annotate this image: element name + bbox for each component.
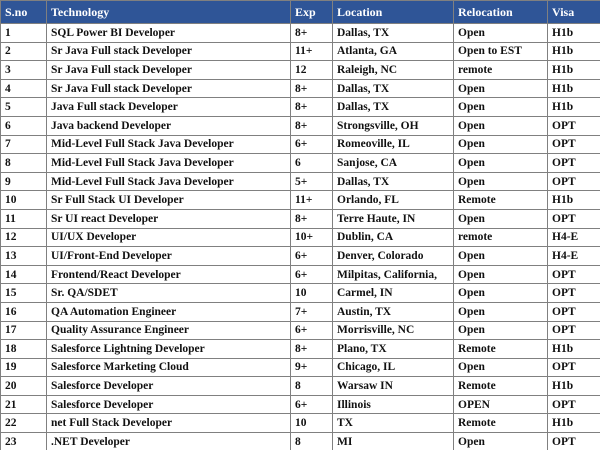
cell-sno: 15 xyxy=(1,284,47,303)
header-technology: Technology xyxy=(47,1,291,24)
cell-visa: OPT xyxy=(548,265,600,284)
cell-visa: OPT xyxy=(548,154,600,173)
table-row xyxy=(1,61,600,80)
cell-exp: 6+ xyxy=(291,135,333,154)
table-row xyxy=(1,154,600,173)
cell-exp: 8+ xyxy=(291,24,333,43)
cell-sno: 16 xyxy=(1,302,47,321)
cell-visa: OPT xyxy=(548,321,600,340)
table-body xyxy=(1,24,600,450)
cell-relocation: Open xyxy=(454,265,548,284)
table-row xyxy=(1,79,600,98)
cell-exp: 6+ xyxy=(291,247,333,266)
cell-relocation: Open xyxy=(454,79,548,98)
cell-sno: 20 xyxy=(1,377,47,396)
cell-location: MI xyxy=(333,433,454,450)
cell-location: Dallas, TX xyxy=(333,24,454,43)
cell-sno: 7 xyxy=(1,135,47,154)
cell-visa: OPT xyxy=(548,395,600,414)
cell-visa: OPT xyxy=(548,209,600,228)
cell-exp: 8+ xyxy=(291,209,333,228)
cell-technology: Frontend/React Developer xyxy=(47,265,291,284)
cell-visa: H1b xyxy=(548,24,600,43)
cell-location: Morrisville, NC xyxy=(333,321,454,340)
table-row xyxy=(1,247,600,266)
cell-exp: 8+ xyxy=(291,340,333,359)
cell-sno: 22 xyxy=(1,414,47,433)
cell-visa: OPT xyxy=(548,358,600,377)
cell-sno: 2 xyxy=(1,42,47,61)
cell-visa: OPT xyxy=(548,284,600,303)
table-row xyxy=(1,172,600,191)
cell-sno: 18 xyxy=(1,340,47,359)
cell-location: Austin, TX xyxy=(333,302,454,321)
cell-exp: 12 xyxy=(291,61,333,80)
cell-relocation: Open xyxy=(454,154,548,173)
cell-location: Dublin, CA xyxy=(333,228,454,247)
cell-relocation: Open xyxy=(454,358,548,377)
cell-sno: 11 xyxy=(1,209,47,228)
cell-visa: H1b xyxy=(548,414,600,433)
cell-sno: 23 xyxy=(1,433,47,450)
cell-visa: H1b xyxy=(548,79,600,98)
cell-technology: QA Automation Engineer xyxy=(47,302,291,321)
table-row xyxy=(1,228,600,247)
cell-sno: 12 xyxy=(1,228,47,247)
cell-location: Dallas, TX xyxy=(333,98,454,117)
cell-relocation: Open xyxy=(454,321,548,340)
cell-location: Warsaw IN xyxy=(333,377,454,396)
cell-relocation: Open xyxy=(454,24,548,43)
cell-relocation: Open xyxy=(454,247,548,266)
cell-visa: OPT xyxy=(548,135,600,154)
cell-technology: Java Full stack Developer xyxy=(47,98,291,117)
cell-location: Plano, TX xyxy=(333,340,454,359)
cell-location: TX xyxy=(333,414,454,433)
table-row xyxy=(1,98,600,117)
cell-location: Strongsville, OH xyxy=(333,116,454,135)
header-location: Location xyxy=(333,1,454,24)
table-row xyxy=(1,377,600,396)
cell-sno: 6 xyxy=(1,116,47,135)
cell-visa: OPT xyxy=(548,172,600,191)
table-row xyxy=(1,340,600,359)
cell-technology: UI/Front-End Developer xyxy=(47,247,291,266)
cell-location: Dallas, TX xyxy=(333,172,454,191)
table-row xyxy=(1,191,600,210)
cell-visa: OPT xyxy=(548,433,600,450)
table-header-row xyxy=(1,1,600,24)
table-row xyxy=(1,209,600,228)
cell-relocation: Remote xyxy=(454,377,548,396)
cell-technology: Sr Java Full stack Developer xyxy=(47,79,291,98)
table-row xyxy=(1,433,600,450)
cell-sno: 9 xyxy=(1,172,47,191)
table-row xyxy=(1,358,600,377)
cell-technology: Sr Full Stack UI Developer xyxy=(47,191,291,210)
cell-location: Milpitas, California, xyxy=(333,265,454,284)
header-exp: Exp xyxy=(291,1,333,24)
cell-location: Terre Haute, IN xyxy=(333,209,454,228)
cell-exp: 10 xyxy=(291,284,333,303)
cell-visa: H1b xyxy=(548,42,600,61)
cell-relocation: Open to EST xyxy=(454,42,548,61)
cell-visa: H1b xyxy=(548,98,600,117)
cell-exp: 5+ xyxy=(291,172,333,191)
cell-relocation: Remote xyxy=(454,191,548,210)
cell-sno: 13 xyxy=(1,247,47,266)
cell-relocation: Open xyxy=(454,116,548,135)
cell-technology: .NET Developer xyxy=(47,433,291,450)
table-row xyxy=(1,395,600,414)
cell-technology: Salesforce Developer xyxy=(47,395,291,414)
table-row xyxy=(1,135,600,154)
cell-location: Carmel, IN xyxy=(333,284,454,303)
cell-technology: Salesforce Lightning Developer xyxy=(47,340,291,359)
cell-exp: 6+ xyxy=(291,265,333,284)
cell-sno: 5 xyxy=(1,98,47,117)
cell-technology: Mid-Level Full Stack Java Developer xyxy=(47,154,291,173)
cell-technology: net Full Stack Developer xyxy=(47,414,291,433)
cell-visa: H1b xyxy=(548,191,600,210)
table-row xyxy=(1,42,600,61)
cell-exp: 6 xyxy=(291,154,333,173)
cell-technology: Sr Java Full stack Developer xyxy=(47,61,291,80)
cell-visa: H1b xyxy=(548,61,600,80)
cell-exp: 10+ xyxy=(291,228,333,247)
cell-exp: 7+ xyxy=(291,302,333,321)
cell-technology: Sr. QA/SDET xyxy=(47,284,291,303)
cell-sno: 17 xyxy=(1,321,47,340)
cell-technology: Mid-Level Full Stack Java Developer xyxy=(47,172,291,191)
table-row xyxy=(1,284,600,303)
header-sno: S.no xyxy=(1,1,47,24)
cell-relocation: Open xyxy=(454,172,548,191)
cell-visa: OPT xyxy=(548,302,600,321)
cell-technology: Salesforce Marketing Cloud xyxy=(47,358,291,377)
cell-technology: Sr UI react Developer xyxy=(47,209,291,228)
header-relocation: Relocation xyxy=(454,1,548,24)
table-row xyxy=(1,265,600,284)
cell-technology: Mid-Level Full Stack Java Developer xyxy=(47,135,291,154)
cell-visa: H4-E xyxy=(548,228,600,247)
cell-sno: 4 xyxy=(1,79,47,98)
cell-exp: 11+ xyxy=(291,42,333,61)
cell-technology: UI/UX Developer xyxy=(47,228,291,247)
cell-sno: 19 xyxy=(1,358,47,377)
cell-relocation: remote xyxy=(454,61,548,80)
table-row xyxy=(1,414,600,433)
cell-location: Raleigh, NC xyxy=(333,61,454,80)
cell-technology: Sr Java Full stack Developer xyxy=(47,42,291,61)
cell-sno: 21 xyxy=(1,395,47,414)
cell-exp: 8 xyxy=(291,377,333,396)
cell-exp: 9+ xyxy=(291,358,333,377)
cell-exp: 8+ xyxy=(291,98,333,117)
cell-relocation: OPEN xyxy=(454,395,548,414)
cell-exp: 10 xyxy=(291,414,333,433)
cell-location: Illinois xyxy=(333,395,454,414)
cell-sno: 3 xyxy=(1,61,47,80)
table-row xyxy=(1,321,600,340)
cell-sno: 1 xyxy=(1,24,47,43)
cell-technology: SQL Power BI Developer xyxy=(47,24,291,43)
table-row xyxy=(1,116,600,135)
cell-relocation: Open xyxy=(454,302,548,321)
cell-exp: 8+ xyxy=(291,116,333,135)
cell-exp: 6+ xyxy=(291,321,333,340)
cell-relocation: Open xyxy=(454,433,548,450)
cell-exp: 11+ xyxy=(291,191,333,210)
cell-relocation: Open xyxy=(454,135,548,154)
cell-location: Sanjose, CA xyxy=(333,154,454,173)
cell-relocation: Open xyxy=(454,98,548,117)
cell-location: Dallas, TX xyxy=(333,79,454,98)
cell-sno: 8 xyxy=(1,154,47,173)
cell-relocation: Remote xyxy=(454,414,548,433)
cell-location: Denver, Colorado xyxy=(333,247,454,266)
cell-visa: H4-E xyxy=(548,247,600,266)
cell-location: Chicago, IL xyxy=(333,358,454,377)
cell-exp: 6+ xyxy=(291,395,333,414)
cell-exp: 8+ xyxy=(291,79,333,98)
cell-relocation: Open xyxy=(454,284,548,303)
cell-sno: 10 xyxy=(1,191,47,210)
cell-relocation: remote xyxy=(454,228,548,247)
cell-sno: 14 xyxy=(1,265,47,284)
cell-visa: H1b xyxy=(548,377,600,396)
cell-exp: 8 xyxy=(291,433,333,450)
cell-relocation: Open xyxy=(454,209,548,228)
cell-technology: Quality Assurance Engineer xyxy=(47,321,291,340)
cell-technology: Salesforce Developer xyxy=(47,377,291,396)
cell-location: Atlanta, GA xyxy=(333,42,454,61)
cell-visa: H1b xyxy=(548,340,600,359)
table-row xyxy=(1,24,600,43)
cell-technology: Java backend Developer xyxy=(47,116,291,135)
cell-visa: OPT xyxy=(548,116,600,135)
cell-relocation: Remote xyxy=(454,340,548,359)
table-row xyxy=(1,302,600,321)
cell-location: Orlando, FL xyxy=(333,191,454,210)
cell-location: Romeoville, IL xyxy=(333,135,454,154)
header-visa: Visa xyxy=(548,1,600,24)
